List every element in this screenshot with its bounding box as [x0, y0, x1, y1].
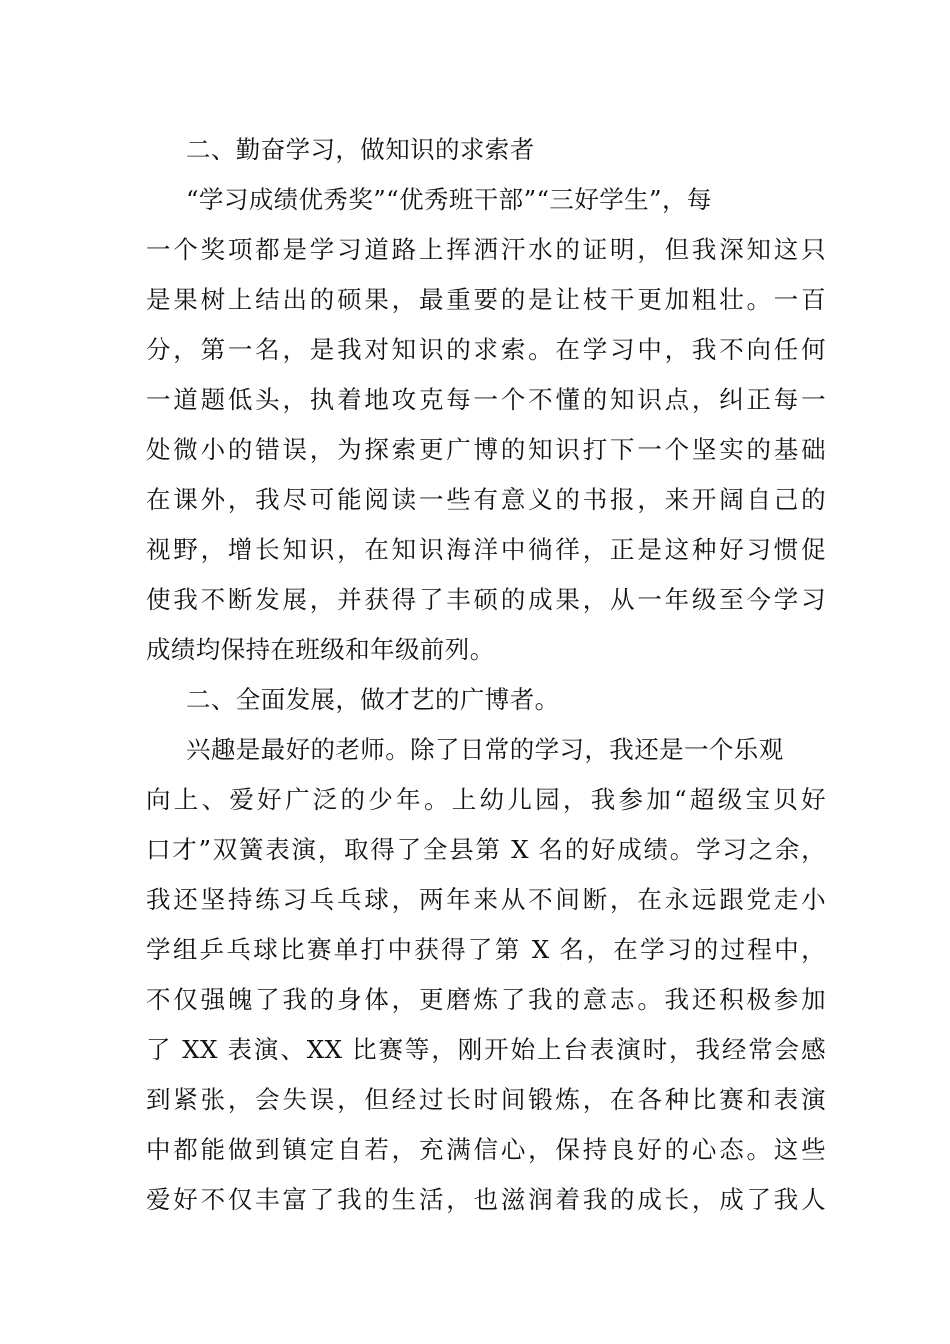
paragraph-line: 成绩均保持在班级和年级前列。	[146, 635, 495, 664]
paragraph-line: 使我不断发展，并获得了丰硕的成果，从一年级至今学习	[146, 585, 826, 614]
paragraph-line: 我还坚持练习乓乓球，两年来从不间断，在永远跟党走小	[146, 885, 826, 914]
paragraph-line: 是果树上结出的硕果，最重要的是让枝干更加粗壮。一百	[146, 285, 826, 314]
paragraph-line: 分，第一名，是我对知识的求索。在学习中，我不向任何	[146, 335, 826, 364]
paragraph-line: 学组乒乓球比赛单打中获得了第 X 名，在学习的过程中，	[146, 935, 826, 964]
paragraph-line: 兴趣是最好的老师。除了日常的学习，我还是一个乐观	[186, 735, 784, 764]
paragraph-line: 向上、爱好广泛的少年。上幼儿园，我参加“超级宝贝好	[146, 785, 826, 814]
paragraph-line: 爱好不仅丰富了我的生活，也滋润着我的成长，成了我人	[146, 1185, 826, 1214]
paragraph-line: “学习成绩优秀奖”“优秀班干部”“三好学生”，每	[186, 185, 712, 214]
paragraph-line: 视野，增长知识，在知识海洋中徜徉，正是这种好习惯促	[146, 535, 826, 564]
paragraph-line: 一个奖项都是学习道路上挥洒汗水的证明，但我深知这只	[146, 235, 826, 264]
section-heading-study: 二、勤奋学习，做知识的求索者	[186, 135, 535, 164]
paragraph-line: 了 XX 表演、XX 比赛等，刚开始上台表演时，我经常会感	[146, 1035, 826, 1064]
paragraph-line: 不仅强魄了我的身体，更磨炼了我的意志。我还积极参加	[146, 985, 826, 1014]
paragraph-line: 一道题低头，执着地攻克每一个不懂的知识点，纠正每一	[146, 385, 826, 414]
paragraph-line: 口才”双簧表演，取得了全县第 X 名的好成绩。学习之余，	[146, 835, 826, 864]
paragraph-line: 处微小的错误，为探索更广博的知识打下一个坚实的基础	[146, 435, 826, 464]
paragraph-line: 在课外，我尽可能阅读一些有意义的书报，来开阔自己的	[146, 485, 826, 514]
paragraph-line: 中都能做到镇定自若，充满信心，保持良好的心态。这些	[146, 1135, 826, 1164]
paragraph-line: 到紧张，会失误，但经过长时间锻炼，在各种比赛和表演	[146, 1085, 826, 1114]
section-heading-development: 二、全面发展，做才艺的广博者。	[186, 685, 560, 714]
